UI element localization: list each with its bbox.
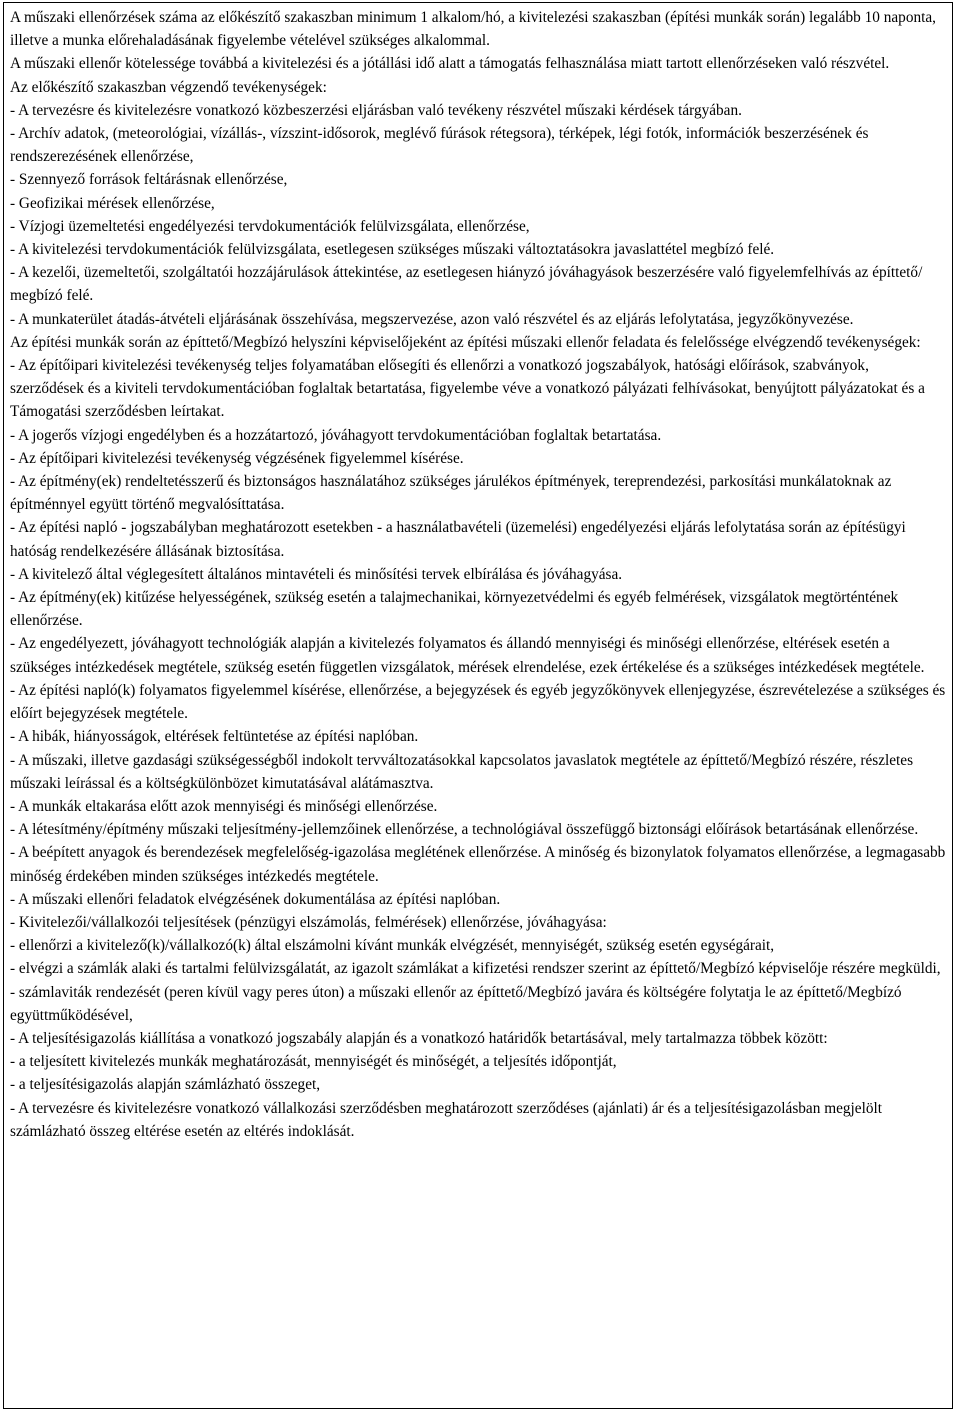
list-item: - A munkaterület átadás-átvételi eljárásának összehívása, megszervezése, azon való részvétel és az eljárás lefolytatása, jegyzőkönyvezése. <box>10 310 854 328</box>
list-item: - A hibák, hiányosságok, eltérések feltüntetése az építési naplóban. <box>10 728 419 746</box>
list-item: - Az engedélyezett, jóváhagyott technológiák alapján a kivitelezés folyamatos és állandó mennyiségi és minőségi ellenőrzése, eltérések esetén a szükséges intézkedések megtétele, szükség esetén független vizsgálatok, mérések elrendelése, ezek értékelése és a szükséges intézkedések megtétele. <box>10 635 925 676</box>
list-item: - Az építési napló - jogszabályban meghatározott esetekben - a használatbavételi (üzemelési) engedélyezési eljárás lefolytatása során az építésügyi hatóság rendelkezésére állásának biztosítása. <box>10 519 906 560</box>
list-item: - A kivitelező által véglegesített általános mintavételi és minősítési tervek elbírálása és jóváhagyása. <box>10 565 623 583</box>
list-item: - A műszaki ellenőri feladatok elvégzésének dokumentálása az építési naplóban. <box>10 890 501 908</box>
list-item: - Az építési napló(k) folyamatos figyelemmel kísérése, ellenőrzése, a bejegyzések és egyéb jegyzőkönyvek ellenjegyzése, észrevételezése a szükséges és előírt bejegyzések megtétele. <box>10 681 946 723</box>
list-item: - a teljesítésigazolás alapján számlázható összeget, <box>10 1076 321 1094</box>
list-item: - Geofizikai mérések ellenőrzése, <box>10 194 215 212</box>
paragraph-inspector-duty: A műszaki ellenőr kötelessége továbbá a kivitelezési és a jótállási idő alatt a támogatás felhasználása miatt tartott ellenőrzéseken való részvétel. <box>10 55 890 73</box>
heading-construction-phase: Az építési munkák során az építtető/Megbízó helyszíni képviselőjeként az építési műszaki ellenőr feladata és felelőssége elvégzendő tevékenységek: <box>10 333 921 351</box>
list-item: - A kezelői, üzemeltetői, szolgáltatói hozzájárulások áttekintése, az esetlegesen hiányzó jóváhagyások beszerzésére való figyelemfelhívás az építtető/ megbízó felé. <box>10 264 923 305</box>
list-item: - Az építőipari kivitelezési tevékenység teljes folyamatában elősegíti és ellenőrzi a vonatkozó jogszabályok, hatósági előírások, szabványok, szerződések és a kiviteli tervdokumentációban foglaltak betartatása, figyelembe véve a vonatkozó pályázati felhívásokat, benyújtott pályázatokat és a Támogatási szerződésben leírtakat. <box>10 357 925 421</box>
list-item: - Az építmény(ek) kitűzése helyességének, szükség esetén a talajmechanikai, környezetvédelmi és egyéb felmérések, vizsgálatok megtörténtének ellenőrzése. <box>10 589 899 630</box>
list-item: - a teljesített kivitelezés munkák meghatározását, mennyiségét és minőségét, a teljesítés időpontját, <box>10 1053 617 1071</box>
list-item: - A kivitelezési tervdokumentációk felülvizsgálata, esetlegesen szükséges műszaki változtatásokra javaslattétel megbízó felé. <box>10 241 775 259</box>
list-item: - elvégzi a számlák alaki és tartalmi felülvizsgálatát, az igazolt számlákat a kifizetési rendszer szerint az építtető/Megbízó képviselője részére megküldi, <box>10 960 941 978</box>
list-item: - ellenőrzi a kivitelező(k)/vállalkozó(k) által elszámolni kívánt munkák elvégzését, mennyiségét, szükség esetén egységárait, <box>10 937 775 955</box>
list-item: - Az építmény(ek) rendeltetésszerű és biztonságos használatához szükséges járulékos építmények, tereprendezési, parkosítási munkálatoknak az építménnyel együtt történő megvalósíttatása. <box>10 473 892 514</box>
list-item: - A teljesítésigazolás kiállítása a vonatkozó jogszabály alapján és a vonatkozó határidők betartásával, mely tartalmazza többek között: <box>10 1029 828 1047</box>
list-item: - Archív adatok, (meteorológiai, vízállás-, vízszint-idősorok, meglévő fúrások rétegsora), térképek, légi fotók, információk beszerzésének és rendszerezésének ellenőrzése, <box>10 125 869 166</box>
list-item: - A tervezésre és kivitelezésre vonatkozó vállalkozási szerződésben meghatározott szerződéses (ajánlati) ár és a teljesítésigazolásban megjelölt számlázható összeg eltérése esetén az eltérés indoklását. <box>10 1099 882 1140</box>
paragraph-inspection-frequency: A műszaki ellenőrzések száma az előkészítő szakaszban minimum 1 alkalom/hó, a kivitelezési szakaszban (építési munkák során) legalább 10 naponta, illetve a munka előrehaladásának figyelembe vételével szükséges alkalommal. <box>10 9 936 50</box>
list-item: - A műszaki, illetve gazdasági szükségességből indokolt tervváltozatásokkal kapcsolatos javaslatok megtétele az építtető/Megbízó részére, részletes műszaki leírással és a költségkülönbözet kimutatásával alátámasztva. <box>10 751 914 792</box>
list-item: - számlaviták rendezését (peren kívül vagy peres úton) a műszaki ellenőr az építtető/Megbízó javára és költségére folytatja le az építtető/Megbízó együttműködésével, <box>10 983 902 1024</box>
heading-preparatory-phase: Az előkészítő szakaszban végzendő tevékenységek: <box>10 78 327 96</box>
list-item: - Vízjogi üzemeltetési engedélyezési tervdokumentációk felülvizsgálata, ellenőrzése, <box>10 217 530 235</box>
list-item: - A munkák eltakarása előtt azok mennyiségi és minőségi ellenőrzése. <box>10 797 438 815</box>
list-item: - Az építőipari kivitelezési tevékenység végzésének figyelemmel kísérése. <box>10 449 464 467</box>
list-item: - Szennyező források feltárásnak ellenőrzése, <box>10 171 288 189</box>
list-item: - A tervezésre és kivitelezésre vonatkozó közbeszerzési eljárásban való tevékeny részvétel műszaki kérdések tárgyában. <box>10 101 742 119</box>
list-item: - A létesítmény/építmény műszaki teljesítmény-jellemzőinek ellenőrzése, a technológiával összefüggő biztonsági előírások betartásának ellenőrzése. <box>10 821 919 839</box>
list-item: - A jogerős vízjogi engedélyben és a hozzátartozó, jóváhagyott tervdokumentációban foglaltak betartatása. <box>10 426 662 444</box>
list-item: - Kivitelezői/vállalkozói teljesítések (pénzügyi elszámolás, felmérések) ellenőrzése, jóváhagyása: <box>10 913 607 931</box>
document-page <box>3 2 953 1409</box>
list-item: - A beépített anyagok és berendezések megfelelőség-igazolása meglétének ellenőrzése. A minőség és bizonylatok folyamatos ellenőrzése, a legmagasabb minőség érdekében minden szükséges intézkedés megtétele. <box>10 844 946 885</box>
